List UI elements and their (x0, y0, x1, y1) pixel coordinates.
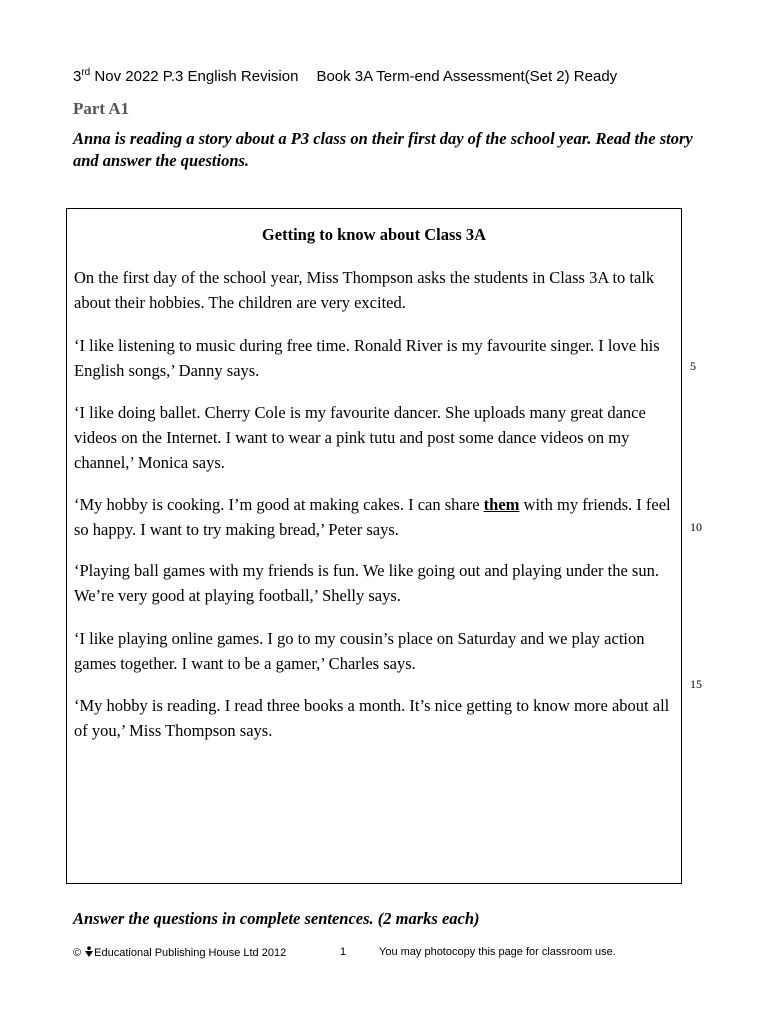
page-footer (0, 946, 768, 962)
header-day: 3 (73, 68, 82, 85)
publisher-logo-icon (84, 946, 94, 958)
footer-copyright (73, 946, 286, 959)
photocopy-note: You may photocopy this page for classroom use. (379, 946, 616, 958)
underlined-word-them: them (483, 495, 520, 514)
header-day-suffix: rd (81, 67, 91, 78)
line-number-15: 15 (690, 677, 702, 691)
story-paragraph-1: On the first day of the school year, Miss Thompson asks the students in Class 3A to talk about their hobbies. The children are very excited. (74, 268, 655, 312)
header-date: Nov 2022 P.3 English Revision (94, 68, 299, 85)
page-number: 1 (340, 946, 347, 958)
paragraph-4-before: ‘My hobby is cooking. I’m good at making cakes. I can share (74, 495, 484, 514)
line-number-10: 10 (690, 520, 702, 534)
story-title: Getting to know about Class 3A (261, 225, 487, 244)
paragraph-4-after: with my friends. I feel so happy. I want to try making bread,’ Peter says. (74, 495, 671, 539)
page-header (73, 68, 617, 85)
story-paragraph-2: ‘I like listening to music during free time. Ronald River is my favourite singer. I love his English songs,’ Danny says. (74, 336, 660, 380)
story-paragraph-3: ‘I like doing ballet. Cherry Cole is my favourite dancer. She uploads many great dance videos on the Internet. I want to wear a pink tutu and post some dance videos on my channel,’ Monica says. (74, 403, 646, 472)
header-book: Book 3A Term-end Assessment(Set 2) Ready (316, 68, 618, 85)
story-paragraph-5: ‘Playing ball games with my friends is fun. We like going out and playing under the sun. We’re very good at playing football,’ Shelly says. (74, 561, 659, 605)
story-paragraph-6: ‘I like playing online games. I go to my cousin’s place on Saturday and we play action games together. I want to be a gamer,’ Charles says. (74, 629, 645, 673)
answer-instruction: Answer the questions in complete sentences. (2 marks each) (73, 909, 480, 928)
publisher-name: Educational Publishing House Ltd 2012 (94, 947, 287, 959)
story-paragraph-4 (74, 492, 674, 542)
line-number-5: 5 (690, 359, 696, 373)
story-paragraph-7: ‘My hobby is reading. I read three books a month. It’s nice getting to know more about all of you,’ Miss Thompson says. (74, 696, 670, 740)
copyright-symbol: © (73, 947, 82, 959)
story-box (66, 208, 682, 884)
part-label: Part A1 (73, 99, 130, 118)
reading-instruction: Anna is reading a story about a P3 class on their first day of the school year. Read the story and answer the questions. (73, 129, 693, 170)
